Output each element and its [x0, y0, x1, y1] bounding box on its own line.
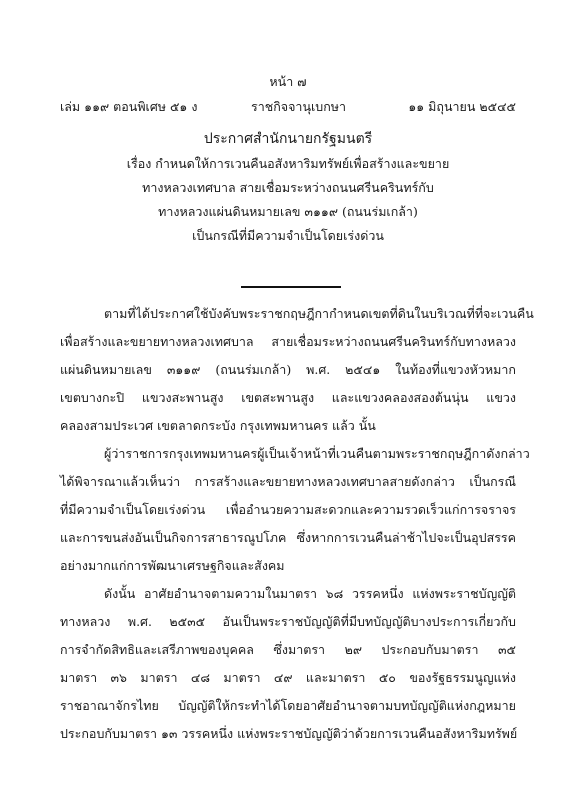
body-line: และการขนส่งอันเป็นกิจการสาธารณูปโภค ซึ่งหากการเวนคืนล่าช้าไปจะเป็นอุปสรรค — [60, 530, 516, 545]
title-line: เป็นกรณีที่มีความจำเป็นโดยเร่งด่วน — [192, 228, 384, 243]
body-line: การจำกัดสิทธิและเสรีภาพของบุคคล ซึ่งมาตรา ๒๙ ประกอบกับมาตรา ๓๕ — [60, 642, 516, 657]
publication-name: ราชกิจจานุเบกษา — [251, 99, 347, 114]
body-line: ที่มีความจำเป็นโดยเร่งด่วน เพื่ออำนวยความสะดวกและความรวดเร็วแก่การจราจร — [60, 502, 516, 517]
body-line: อย่างมากแก่การพัฒนาเศรษฐกิจและสังคม — [60, 558, 285, 573]
page-number: หน้า ๗ — [269, 74, 307, 89]
gazette-header — [60, 97, 516, 115]
title-heading: ประกาศสำนักนายกรัฐมนตรี — [203, 131, 373, 147]
body-line: ราชอาณาจักรไทย บัญญัติให้กระทำได้โดยอาศัยอำนาจตามบทบัญญัติแห่งกฎหมาย — [60, 698, 516, 713]
body-line: ได้พิจารณาแล้วเห็นว่า การสร้างและขยายทางหลวงเทศบาลสายดังกล่าว เป็นกรณี — [60, 474, 516, 489]
body-line: ทางหลวง พ.ศ. ๒๕๓๕ อันเป็นพระราชบัญญัติที่มีบทบัญญัติบางประการเกี่ยวกับ — [60, 614, 516, 629]
body-line: ดังนั้น อาศัยอำนาจตามความในมาตรา ๖๘ วรรคหนึ่ง แห่งพระราชบัญญัติ — [104, 586, 516, 601]
title-line: เรื่อง กำหนดให้การเวนคืนอสังหาริมทรัพย์เพื่อสร้างและขยาย — [126, 156, 450, 171]
document-body — [60, 300, 534, 748]
body-line: มาตรา ๓๖ มาตรา ๔๘ มาตรา ๔๙ และมาตรา ๕๐ ของรัฐธรรมนูญแห่ง — [60, 670, 516, 685]
body-line: ประกอบกับมาตรา ๑๓ วรรคหนึ่ง แห่งพระราชบัญญัติว่าด้วยการเวนคืนอสังหาริมทรัพย์ — [60, 726, 518, 741]
body-line: ตามที่ได้ประกาศใช้บังคับพระราชกฤษฎีกากำหนดเขตที่ดินในบริเวณที่ที่จะเวนคืน — [104, 306, 534, 321]
publication-date: ๑๑ มิถุนายน ๒๕๔๕ — [408, 99, 516, 114]
title-line: ทางหลวงเทศบาล สายเชื่อมระหว่างถนนศรีนครินทร์กับ — [142, 180, 434, 195]
body-line: แผ่นดินหมายเลข ๓๑๑๙ (ถนนร่มเกล้า) พ.ศ. ๒๕๔๑ ในท้องที่แขวงหัวหมาก — [60, 362, 516, 377]
body-line: ผู้ว่าราชการกรุงเทพมหานครผู้เป็นเจ้าหน้าที่เวนคืนตามพระราชกฤษฎีกาดังกล่าว — [104, 446, 530, 461]
body-line: เขตบางกะปิ แขวงสะพานสูง เขตสะพานสูง และแขวงคลองสองต้นนุ่น แขวง — [60, 390, 516, 405]
announcement-title — [0, 126, 576, 248]
body-line: เพื่อสร้างและขยายทางหลวงเทศบาล สายเชื่อมระหว่างถนนศรีนครินทร์กับทางหลวง — [60, 334, 516, 349]
title-line: ทางหลวงแผ่นดินหมายเลข ๓๑๑๙ (ถนนร่มเกล้า) — [158, 204, 418, 219]
body-line: คลองสามประเวศ เขตลาดกระบัง กรุงเทพมหานคร แล้ว นั้น — [60, 418, 376, 433]
title-divider — [241, 286, 341, 288]
volume-info: เล่ม ๑๑๙ ตอนพิเศษ ๕๑ ง — [60, 99, 198, 114]
